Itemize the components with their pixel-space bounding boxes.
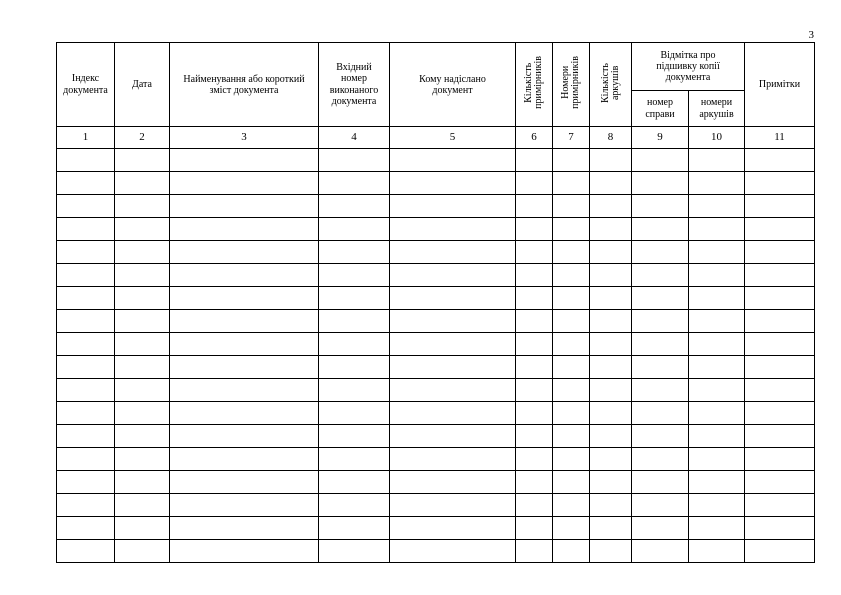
table-cell[interactable] <box>632 448 689 471</box>
header-sheets-count: Кількість аркушів <box>590 43 632 127</box>
table-cell[interactable] <box>689 402 745 425</box>
table-cell[interactable] <box>319 379 390 402</box>
table-cell[interactable] <box>632 149 689 172</box>
table-cell[interactable] <box>115 494 170 517</box>
table-cell[interactable] <box>553 494 590 517</box>
table-cell[interactable] <box>57 264 115 287</box>
table-cell[interactable] <box>590 517 632 540</box>
table-body <box>57 149 815 563</box>
table-cell[interactable] <box>553 540 590 563</box>
table-row <box>57 379 815 402</box>
table-cell[interactable] <box>170 241 319 264</box>
table-cell[interactable] <box>689 310 745 333</box>
table-cell[interactable] <box>390 471 516 494</box>
table-cell[interactable] <box>57 149 115 172</box>
table-cell[interactable] <box>553 218 590 241</box>
table-cell[interactable] <box>689 149 745 172</box>
table-cell[interactable] <box>553 517 590 540</box>
table-cell[interactable] <box>689 540 745 563</box>
table-cell[interactable] <box>553 425 590 448</box>
table-cell[interactable] <box>115 517 170 540</box>
table-row <box>57 287 815 310</box>
header-copies-count: Кількість примірників <box>516 43 553 127</box>
table-cell[interactable] <box>319 540 390 563</box>
table-cell[interactable] <box>115 172 170 195</box>
table-cell[interactable] <box>57 333 115 356</box>
table-cell[interactable] <box>170 172 319 195</box>
table-cell[interactable] <box>745 149 815 172</box>
table-cell[interactable] <box>57 540 115 563</box>
table-cell[interactable] <box>57 310 115 333</box>
table-cell[interactable] <box>590 448 632 471</box>
table-row <box>57 425 815 448</box>
table-cell[interactable] <box>553 241 590 264</box>
table-cell[interactable] <box>745 448 815 471</box>
table-row <box>57 241 815 264</box>
column-number: 2 <box>115 127 170 149</box>
table-cell[interactable] <box>590 172 632 195</box>
table-cell[interactable] <box>632 333 689 356</box>
table-cell[interactable] <box>57 195 115 218</box>
table-cell[interactable] <box>516 379 553 402</box>
table-cell[interactable] <box>689 264 745 287</box>
table-cell[interactable] <box>170 333 319 356</box>
table-cell[interactable] <box>115 264 170 287</box>
table-cell[interactable] <box>390 149 516 172</box>
table-cell[interactable] <box>745 494 815 517</box>
table-cell[interactable] <box>516 287 553 310</box>
table-cell[interactable] <box>170 218 319 241</box>
table-cell[interactable] <box>57 218 115 241</box>
header-copies-numbers: Номери примірників <box>553 43 590 127</box>
table-cell[interactable] <box>390 540 516 563</box>
table-cell[interactable] <box>115 149 170 172</box>
table-cell[interactable] <box>115 333 170 356</box>
table-cell[interactable] <box>553 379 590 402</box>
table-cell[interactable] <box>170 310 319 333</box>
table-cell[interactable] <box>553 172 590 195</box>
table-cell[interactable] <box>590 402 632 425</box>
column-number-row <box>57 127 815 149</box>
table-cell[interactable] <box>632 310 689 333</box>
table-cell[interactable] <box>170 448 319 471</box>
column-number: 7 <box>553 127 590 149</box>
table-cell[interactable] <box>57 402 115 425</box>
table-cell[interactable] <box>590 195 632 218</box>
table-cell[interactable] <box>57 356 115 379</box>
table-cell[interactable] <box>115 448 170 471</box>
table-header <box>57 43 815 149</box>
table-cell[interactable] <box>590 471 632 494</box>
table-cell[interactable] <box>590 494 632 517</box>
table-cell[interactable] <box>590 333 632 356</box>
table-cell[interactable] <box>319 494 390 517</box>
table-cell[interactable] <box>689 448 745 471</box>
header-filing-mark: Відмітка про підшивку копії документа <box>632 43 745 91</box>
column-number: 11 <box>745 127 815 149</box>
table-cell[interactable] <box>390 517 516 540</box>
table-cell[interactable] <box>689 172 745 195</box>
table-cell[interactable] <box>57 241 115 264</box>
table-cell[interactable] <box>319 310 390 333</box>
table-cell[interactable] <box>516 172 553 195</box>
table-cell[interactable] <box>745 402 815 425</box>
table-cell[interactable] <box>170 494 319 517</box>
table-cell[interactable] <box>632 471 689 494</box>
table-cell[interactable] <box>516 425 553 448</box>
table-cell[interactable] <box>590 149 632 172</box>
table-cell[interactable] <box>390 310 516 333</box>
table-cell[interactable] <box>170 287 319 310</box>
table-cell[interactable] <box>390 287 516 310</box>
table-cell[interactable] <box>516 448 553 471</box>
table-cell[interactable] <box>319 517 390 540</box>
table-cell[interactable] <box>632 287 689 310</box>
table-cell[interactable] <box>553 149 590 172</box>
header-title: Найменування або короткий зміст документа <box>170 43 319 127</box>
table-cell[interactable] <box>689 356 745 379</box>
table-cell[interactable] <box>745 241 815 264</box>
table-cell[interactable] <box>590 356 632 379</box>
table-cell[interactable] <box>170 425 319 448</box>
table-cell[interactable] <box>590 287 632 310</box>
table-cell[interactable] <box>170 540 319 563</box>
column-number: 6 <box>516 127 553 149</box>
table-cell[interactable] <box>170 149 319 172</box>
table-row <box>57 448 815 471</box>
table-cell[interactable] <box>57 517 115 540</box>
table-cell[interactable] <box>390 402 516 425</box>
table-cell[interactable] <box>516 241 553 264</box>
table-row <box>57 264 815 287</box>
table-cell[interactable] <box>319 172 390 195</box>
header-date: Дата <box>115 43 170 127</box>
page-number: 3 <box>808 29 814 41</box>
table-cell[interactable] <box>632 195 689 218</box>
column-number: 8 <box>590 127 632 149</box>
table-cell[interactable] <box>390 218 516 241</box>
table-cell[interactable] <box>745 264 815 287</box>
table-cell[interactable] <box>516 149 553 172</box>
document-register-table <box>56 42 815 563</box>
table-cell[interactable] <box>590 241 632 264</box>
table-cell[interactable] <box>553 287 590 310</box>
table-cell[interactable] <box>57 494 115 517</box>
table-cell[interactable] <box>745 287 815 310</box>
table-cell[interactable] <box>57 448 115 471</box>
table-cell[interactable] <box>57 172 115 195</box>
table-cell[interactable] <box>516 218 553 241</box>
table-cell[interactable] <box>689 494 745 517</box>
table-cell[interactable] <box>689 241 745 264</box>
table-cell[interactable] <box>745 540 815 563</box>
table-cell[interactable] <box>553 195 590 218</box>
table-cell[interactable] <box>319 425 390 448</box>
header-sheet-numbers: номери аркушів <box>689 91 745 127</box>
table-cell[interactable] <box>115 379 170 402</box>
table-cell[interactable] <box>745 310 815 333</box>
table-cell[interactable] <box>516 264 553 287</box>
header-notes: Примітки <box>745 43 815 127</box>
column-number: 10 <box>689 127 745 149</box>
table-cell[interactable] <box>632 172 689 195</box>
table-cell[interactable] <box>632 241 689 264</box>
table-cell[interactable] <box>632 517 689 540</box>
table-cell[interactable] <box>170 195 319 218</box>
header-sent-to: Кому надіслано документ <box>390 43 516 127</box>
table-cell[interactable] <box>115 195 170 218</box>
table-cell[interactable] <box>632 425 689 448</box>
table-cell[interactable] <box>516 494 553 517</box>
table-cell[interactable] <box>553 310 590 333</box>
table-cell[interactable] <box>745 172 815 195</box>
header-case-number: номер справи <box>632 91 689 127</box>
table-row <box>57 218 815 241</box>
table-cell[interactable] <box>590 425 632 448</box>
table-cell[interactable] <box>170 517 319 540</box>
table-cell[interactable] <box>632 402 689 425</box>
table-cell[interactable] <box>319 402 390 425</box>
table-cell[interactable] <box>115 241 170 264</box>
table-cell[interactable] <box>115 471 170 494</box>
table-cell[interactable] <box>319 448 390 471</box>
table-cell[interactable] <box>553 471 590 494</box>
table-cell[interactable] <box>319 471 390 494</box>
table-cell[interactable] <box>590 379 632 402</box>
table-cell[interactable] <box>390 241 516 264</box>
table-cell[interactable] <box>745 379 815 402</box>
header-index: Індекс документа <box>57 43 115 127</box>
table-cell[interactable] <box>553 356 590 379</box>
table-cell[interactable] <box>516 333 553 356</box>
table-cell[interactable] <box>115 425 170 448</box>
table-cell[interactable] <box>390 448 516 471</box>
header-incoming-number: Вхідний номер виконаного документа <box>319 43 390 127</box>
table-cell[interactable] <box>745 471 815 494</box>
table-cell[interactable] <box>590 218 632 241</box>
table-cell[interactable] <box>115 218 170 241</box>
table-cell[interactable] <box>745 356 815 379</box>
column-number: 5 <box>390 127 516 149</box>
table-row <box>57 356 815 379</box>
table-cell[interactable] <box>553 333 590 356</box>
column-number: 3 <box>170 127 319 149</box>
table-cell[interactable] <box>689 218 745 241</box>
table-cell[interactable] <box>170 264 319 287</box>
table-cell[interactable] <box>390 379 516 402</box>
table-cell[interactable] <box>115 402 170 425</box>
table-cell[interactable] <box>689 333 745 356</box>
table-cell[interactable] <box>590 540 632 563</box>
table-cell[interactable] <box>553 448 590 471</box>
table-row <box>57 333 815 356</box>
table-cell[interactable] <box>516 195 553 218</box>
column-number: 4 <box>319 127 390 149</box>
table-cell[interactable] <box>390 172 516 195</box>
table-row <box>57 494 815 517</box>
table-cell[interactable] <box>590 264 632 287</box>
table-cell[interactable] <box>115 540 170 563</box>
table-cell[interactable] <box>689 287 745 310</box>
table-cell[interactable] <box>689 471 745 494</box>
table-cell[interactable] <box>115 356 170 379</box>
table-cell[interactable] <box>57 379 115 402</box>
table-cell[interactable] <box>745 333 815 356</box>
table-cell[interactable] <box>745 517 815 540</box>
table-cell[interactable] <box>632 218 689 241</box>
table-cell[interactable] <box>553 264 590 287</box>
table-row <box>57 195 815 218</box>
table-cell[interactable] <box>390 333 516 356</box>
table-cell[interactable] <box>632 540 689 563</box>
table-cell[interactable] <box>390 425 516 448</box>
table-cell[interactable] <box>57 471 115 494</box>
table-cell[interactable] <box>553 402 590 425</box>
table-cell[interactable] <box>319 241 390 264</box>
table-cell[interactable] <box>170 471 319 494</box>
table-cell[interactable] <box>632 264 689 287</box>
table-cell[interactable] <box>516 356 553 379</box>
table-cell[interactable] <box>516 310 553 333</box>
table-cell[interactable] <box>590 310 632 333</box>
table-row <box>57 471 815 494</box>
table-cell[interactable] <box>319 287 390 310</box>
table-cell[interactable] <box>745 218 815 241</box>
table-cell[interactable] <box>689 425 745 448</box>
table-row <box>57 310 815 333</box>
table-cell[interactable] <box>390 195 516 218</box>
table-cell[interactable] <box>319 356 390 379</box>
column-number: 1 <box>57 127 115 149</box>
table-cell[interactable] <box>170 356 319 379</box>
table-cell[interactable] <box>632 379 689 402</box>
table-cell[interactable] <box>115 310 170 333</box>
table-cell[interactable] <box>516 517 553 540</box>
table-cell[interactable] <box>390 356 516 379</box>
table-cell[interactable] <box>689 379 745 402</box>
table-cell[interactable] <box>170 402 319 425</box>
table-cell[interactable] <box>390 264 516 287</box>
table-cell[interactable] <box>390 494 516 517</box>
table-row <box>57 517 815 540</box>
table-cell[interactable] <box>115 287 170 310</box>
table-cell[interactable] <box>516 471 553 494</box>
table-cell[interactable] <box>57 425 115 448</box>
table-cell[interactable] <box>319 218 390 241</box>
table-cell[interactable] <box>745 195 815 218</box>
table-row <box>57 149 815 172</box>
table-cell[interactable] <box>319 264 390 287</box>
table-cell[interactable] <box>516 402 553 425</box>
table-cell[interactable] <box>516 540 553 563</box>
table-cell[interactable] <box>745 425 815 448</box>
table-cell[interactable] <box>319 333 390 356</box>
table-cell[interactable] <box>319 149 390 172</box>
table-cell[interactable] <box>57 287 115 310</box>
table-row <box>57 540 815 563</box>
table-cell[interactable] <box>632 356 689 379</box>
column-number: 9 <box>632 127 689 149</box>
table-cell[interactable] <box>689 517 745 540</box>
table-cell[interactable] <box>689 195 745 218</box>
table-row <box>57 402 815 425</box>
table-row <box>57 172 815 195</box>
table-cell[interactable] <box>319 195 390 218</box>
table-cell[interactable] <box>632 494 689 517</box>
table-cell[interactable] <box>170 379 319 402</box>
